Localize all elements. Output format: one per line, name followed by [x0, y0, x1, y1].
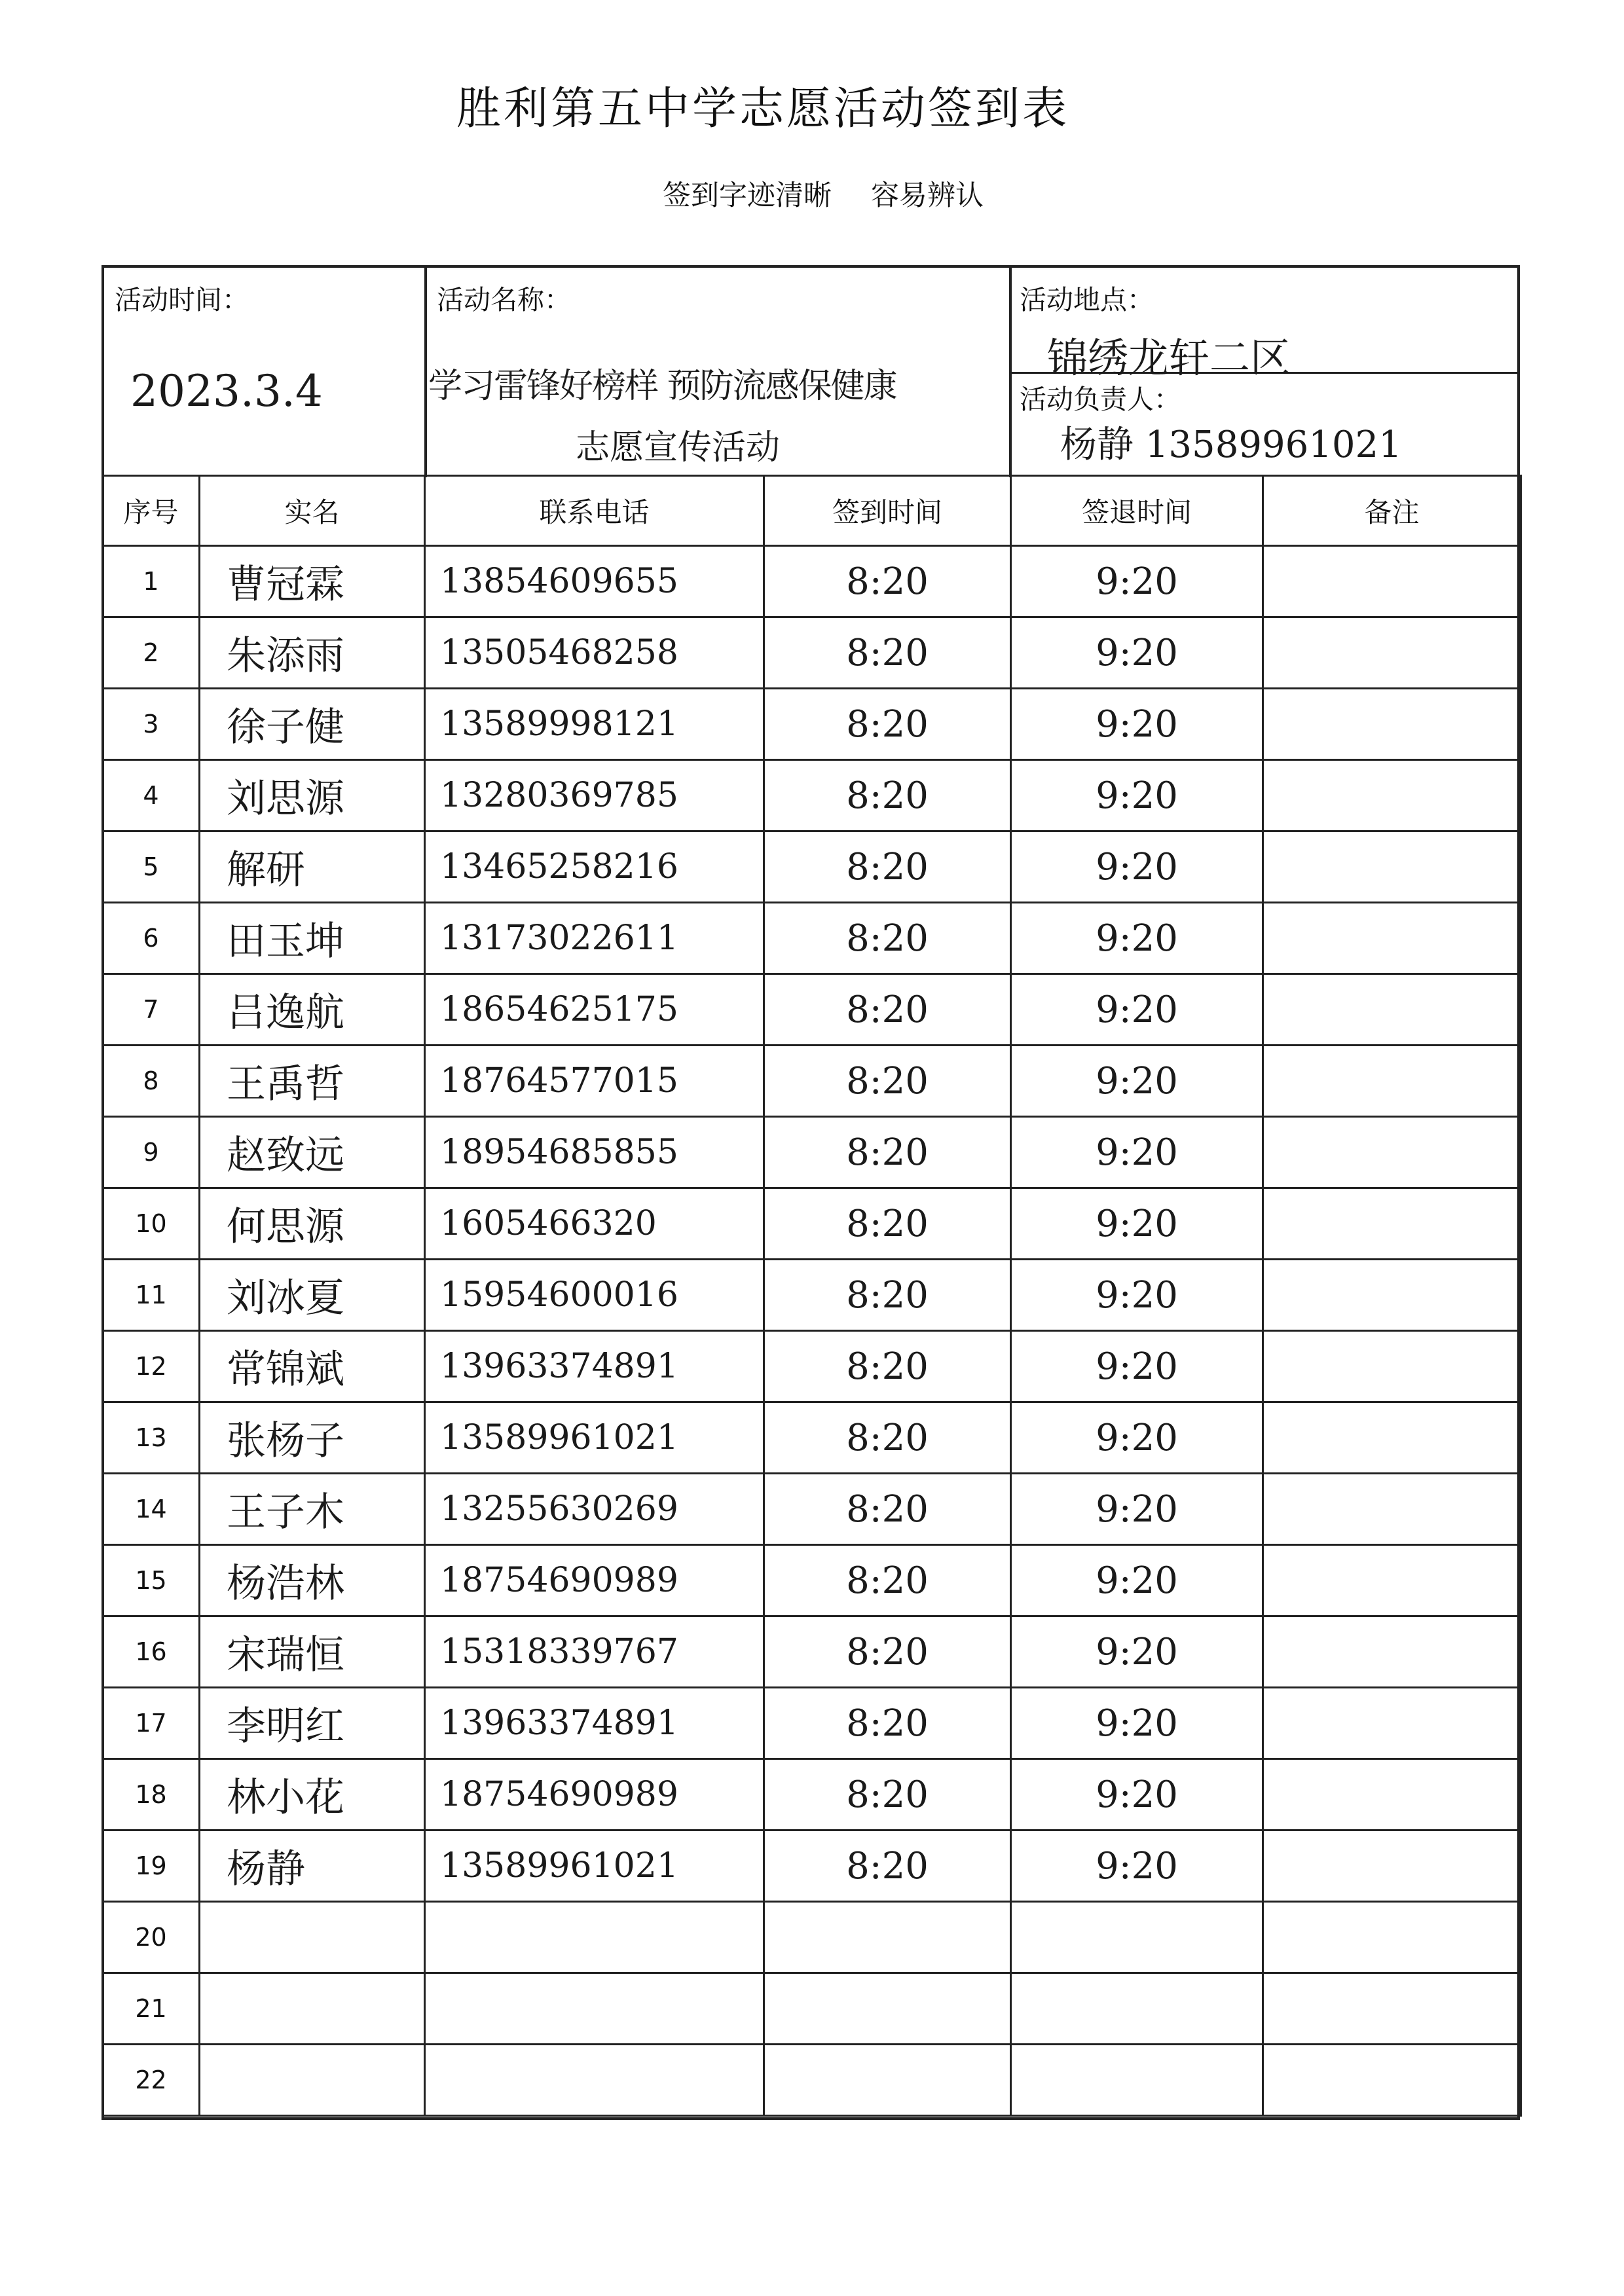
table-row [103, 689, 1521, 760]
signer-name: 曹冠霖 [200, 546, 425, 617]
row-number: 2 [103, 617, 200, 689]
row-number: 9 [103, 1117, 200, 1188]
table-row [103, 1260, 1521, 1331]
activity-name-line-2: 志愿宣传活动 [576, 428, 781, 467]
note [1263, 1046, 1521, 1117]
signer-name: 李明红 [200, 1688, 425, 1759]
signer-name: 宋瑞恒 [200, 1616, 425, 1688]
sign-out-time [1011, 1902, 1263, 1973]
sign-in-time: 8:20 [764, 1616, 1011, 1688]
row-number: 4 [103, 760, 200, 831]
row-number: 12 [103, 1331, 200, 1402]
signer-name: 赵致远 [200, 1117, 425, 1188]
sign-out-time: 9:20 [1011, 546, 1263, 617]
table-row [103, 1688, 1521, 1759]
table-row [103, 1046, 1521, 1117]
table-row [103, 1759, 1521, 1831]
row-number: 5 [103, 831, 200, 903]
phone-number [425, 1973, 764, 2045]
sheet-title: 胜利第五中学志愿活动签到表 [456, 83, 1069, 135]
column-header-sign-out: 签退时间 [1011, 476, 1263, 546]
note [1263, 546, 1521, 617]
sign-out-time: 9:20 [1011, 1402, 1263, 1474]
phone-number: 18654625175 [425, 974, 764, 1046]
time-value: 2023.3.4 [130, 366, 323, 416]
row-number: 15 [103, 1545, 200, 1616]
phone-number: 18954685855 [425, 1117, 764, 1188]
phone-number: 1605466320 [425, 1188, 764, 1260]
phone-number: 13589998121 [425, 689, 764, 760]
sign-out-time: 9:20 [1011, 1545, 1263, 1616]
row-number: 17 [103, 1688, 200, 1759]
column-header-phone: 联系电话 [425, 476, 764, 546]
note [1263, 903, 1521, 974]
signer-name [200, 1973, 425, 2045]
table-row [103, 831, 1521, 903]
sign-out-time: 9:20 [1011, 1759, 1263, 1831]
row-number: 11 [103, 1260, 200, 1331]
row-number: 19 [103, 1831, 200, 1902]
column-header-no: 序号 [103, 476, 200, 546]
sign-out-time: 9:20 [1011, 1188, 1263, 1260]
sign-out-time: 9:20 [1011, 1831, 1263, 1902]
note [1263, 1331, 1521, 1402]
row-number: 22 [103, 2045, 200, 2116]
note [1263, 617, 1521, 689]
note [1263, 1973, 1521, 2045]
sign-in-time [764, 1973, 1011, 2045]
sign-out-time: 9:20 [1011, 831, 1263, 903]
row-number: 8 [103, 1046, 200, 1117]
sign-out-time [1011, 2045, 1263, 2116]
table-header-row [103, 476, 1521, 546]
sign-in-time: 8:20 [764, 1260, 1011, 1331]
table-row [103, 903, 1521, 974]
row-number: 6 [103, 903, 200, 974]
signer-name: 刘思源 [200, 760, 425, 831]
signer-name: 田玉坤 [200, 903, 425, 974]
sign-in-time: 8:20 [764, 1188, 1011, 1260]
sign-in-time: 8:20 [764, 831, 1011, 903]
table-row [103, 1973, 1521, 2045]
sign-in-table [101, 475, 1522, 2117]
table-row [103, 1117, 1521, 1188]
note [1263, 2045, 1521, 2116]
place-label: 活动地点： [1020, 284, 1154, 316]
activity-name-label: 活动名称： [437, 284, 571, 316]
sign-out-time: 9:20 [1011, 1046, 1263, 1117]
time-label: 活动时间： [115, 284, 249, 316]
phone-number: 15318339767 [425, 1616, 764, 1688]
row-number: 1 [103, 546, 200, 617]
note [1263, 1831, 1521, 1902]
sign-out-time: 9:20 [1011, 760, 1263, 831]
note [1263, 1474, 1521, 1545]
signer-name [200, 1902, 425, 1973]
table-row [103, 2045, 1521, 2116]
table-row [103, 760, 1521, 831]
sign-out-time: 9:20 [1011, 1474, 1263, 1545]
column-header-name: 实名 [200, 476, 425, 546]
sign-in-time [764, 1902, 1011, 1973]
sign-in-time: 8:20 [764, 1402, 1011, 1474]
note [1263, 1260, 1521, 1331]
row-number: 16 [103, 1616, 200, 1688]
table-row [103, 1402, 1521, 1474]
leader-value: 杨静 13589961021 [1060, 424, 1402, 466]
table-row [103, 1331, 1521, 1402]
sign-in-time: 8:20 [764, 1545, 1011, 1616]
note [1263, 1688, 1521, 1759]
signer-name: 何思源 [200, 1188, 425, 1260]
sign-in-time: 8:20 [764, 1046, 1011, 1117]
phone-number: 13280369785 [425, 760, 764, 831]
sign-out-time: 9:20 [1011, 903, 1263, 974]
signer-name: 吕逸航 [200, 974, 425, 1046]
row-number: 10 [103, 1188, 200, 1260]
sign-in-time: 8:20 [764, 974, 1011, 1046]
sign-out-time: 9:20 [1011, 1331, 1263, 1402]
sign-in-time: 8:20 [764, 1331, 1011, 1402]
table-row [103, 546, 1521, 617]
phone-number: 18754690989 [425, 1759, 764, 1831]
note [1263, 974, 1521, 1046]
note [1263, 1616, 1521, 1688]
sign-out-time: 9:20 [1011, 974, 1263, 1046]
signer-name: 朱添雨 [200, 617, 425, 689]
table-row [103, 1616, 1521, 1688]
table-row [103, 617, 1521, 689]
signer-name: 王禹哲 [200, 1046, 425, 1117]
sign-in-time: 8:20 [764, 1117, 1011, 1188]
signer-name [200, 2045, 425, 2116]
activity-name-line-1: 学习雷锋好榜样 预防流感保健康 [428, 367, 896, 406]
sheet-subtitle [663, 173, 1023, 213]
signer-name: 林小花 [200, 1759, 425, 1831]
signer-name: 徐子健 [200, 689, 425, 760]
sign-out-time: 9:20 [1011, 1616, 1263, 1688]
phone-number: 13589961021 [425, 1831, 764, 1902]
note [1263, 1902, 1521, 1973]
signer-name: 解研 [200, 831, 425, 903]
signer-name: 杨浩林 [200, 1545, 425, 1616]
sign-out-time: 9:20 [1011, 1688, 1263, 1759]
sign-in-time: 8:20 [764, 1688, 1011, 1759]
phone-number: 13173022611 [425, 903, 764, 974]
column-header-note: 备注 [1263, 476, 1521, 546]
phone-number: 13963374891 [425, 1331, 764, 1402]
note [1263, 1759, 1521, 1831]
note [1263, 1402, 1521, 1474]
subtitle-part-1: 签到字迹清晰 [663, 179, 832, 212]
note [1263, 689, 1521, 760]
table-row [103, 1188, 1521, 1260]
sign-out-time: 9:20 [1011, 617, 1263, 689]
row-number: 3 [103, 689, 200, 760]
sign-in-time: 8:20 [764, 617, 1011, 689]
note [1263, 1117, 1521, 1188]
table-row [103, 1902, 1521, 1973]
table-row [103, 1474, 1521, 1545]
note [1263, 831, 1521, 903]
phone-number: 18754690989 [425, 1545, 764, 1616]
sign-in-time: 8:20 [764, 1831, 1011, 1902]
sign-in-time: 8:20 [764, 689, 1011, 760]
row-number: 20 [103, 1902, 200, 1973]
phone-number: 13589961021 [425, 1402, 764, 1474]
sign-out-time [1011, 1973, 1263, 2045]
sign-in-time: 8:20 [764, 1759, 1011, 1831]
table-row [103, 1545, 1521, 1616]
row-number: 21 [103, 1973, 200, 2045]
subtitle-part-2: 容易辨认 [871, 179, 984, 212]
row-number: 7 [103, 974, 200, 1046]
note [1263, 1545, 1521, 1616]
phone-number [425, 1902, 764, 1973]
phone-number: 13505468258 [425, 617, 764, 689]
sign-in-time [764, 2045, 1011, 2116]
sign-out-time: 9:20 [1011, 1260, 1263, 1331]
phone-number: 13255630269 [425, 1474, 764, 1545]
signer-name: 刘冰夏 [200, 1260, 425, 1331]
signer-name: 常锦斌 [200, 1331, 425, 1402]
signer-name: 杨静 [200, 1831, 425, 1902]
sign-out-time: 9:20 [1011, 689, 1263, 760]
sign-out-time: 9:20 [1011, 1117, 1263, 1188]
row-number: 18 [103, 1759, 200, 1831]
sign-in-time: 8:20 [764, 1474, 1011, 1545]
place-value: 锦绣龙轩二区 [1047, 334, 1291, 382]
row-number: 13 [103, 1402, 200, 1474]
signer-name: 王子木 [200, 1474, 425, 1545]
phone-number: 13854609655 [425, 546, 764, 617]
sign-in-time: 8:20 [764, 760, 1011, 831]
table-row [103, 1831, 1521, 1902]
phone-number [425, 2045, 764, 2116]
phone-number: 15954600016 [425, 1260, 764, 1331]
table-row [103, 974, 1521, 1046]
leader-label: 活动负责人： [1020, 384, 1181, 415]
note [1263, 760, 1521, 831]
row-number: 14 [103, 1474, 200, 1545]
signer-name: 张杨子 [200, 1402, 425, 1474]
phone-number: 13963374891 [425, 1688, 764, 1759]
sign-in-time: 8:20 [764, 903, 1011, 974]
column-header-sign-in: 签到时间 [764, 476, 1011, 546]
sign-in-time: 8:20 [764, 546, 1011, 617]
phone-number: 18764577015 [425, 1046, 764, 1117]
phone-number: 13465258216 [425, 831, 764, 903]
note [1263, 1188, 1521, 1260]
